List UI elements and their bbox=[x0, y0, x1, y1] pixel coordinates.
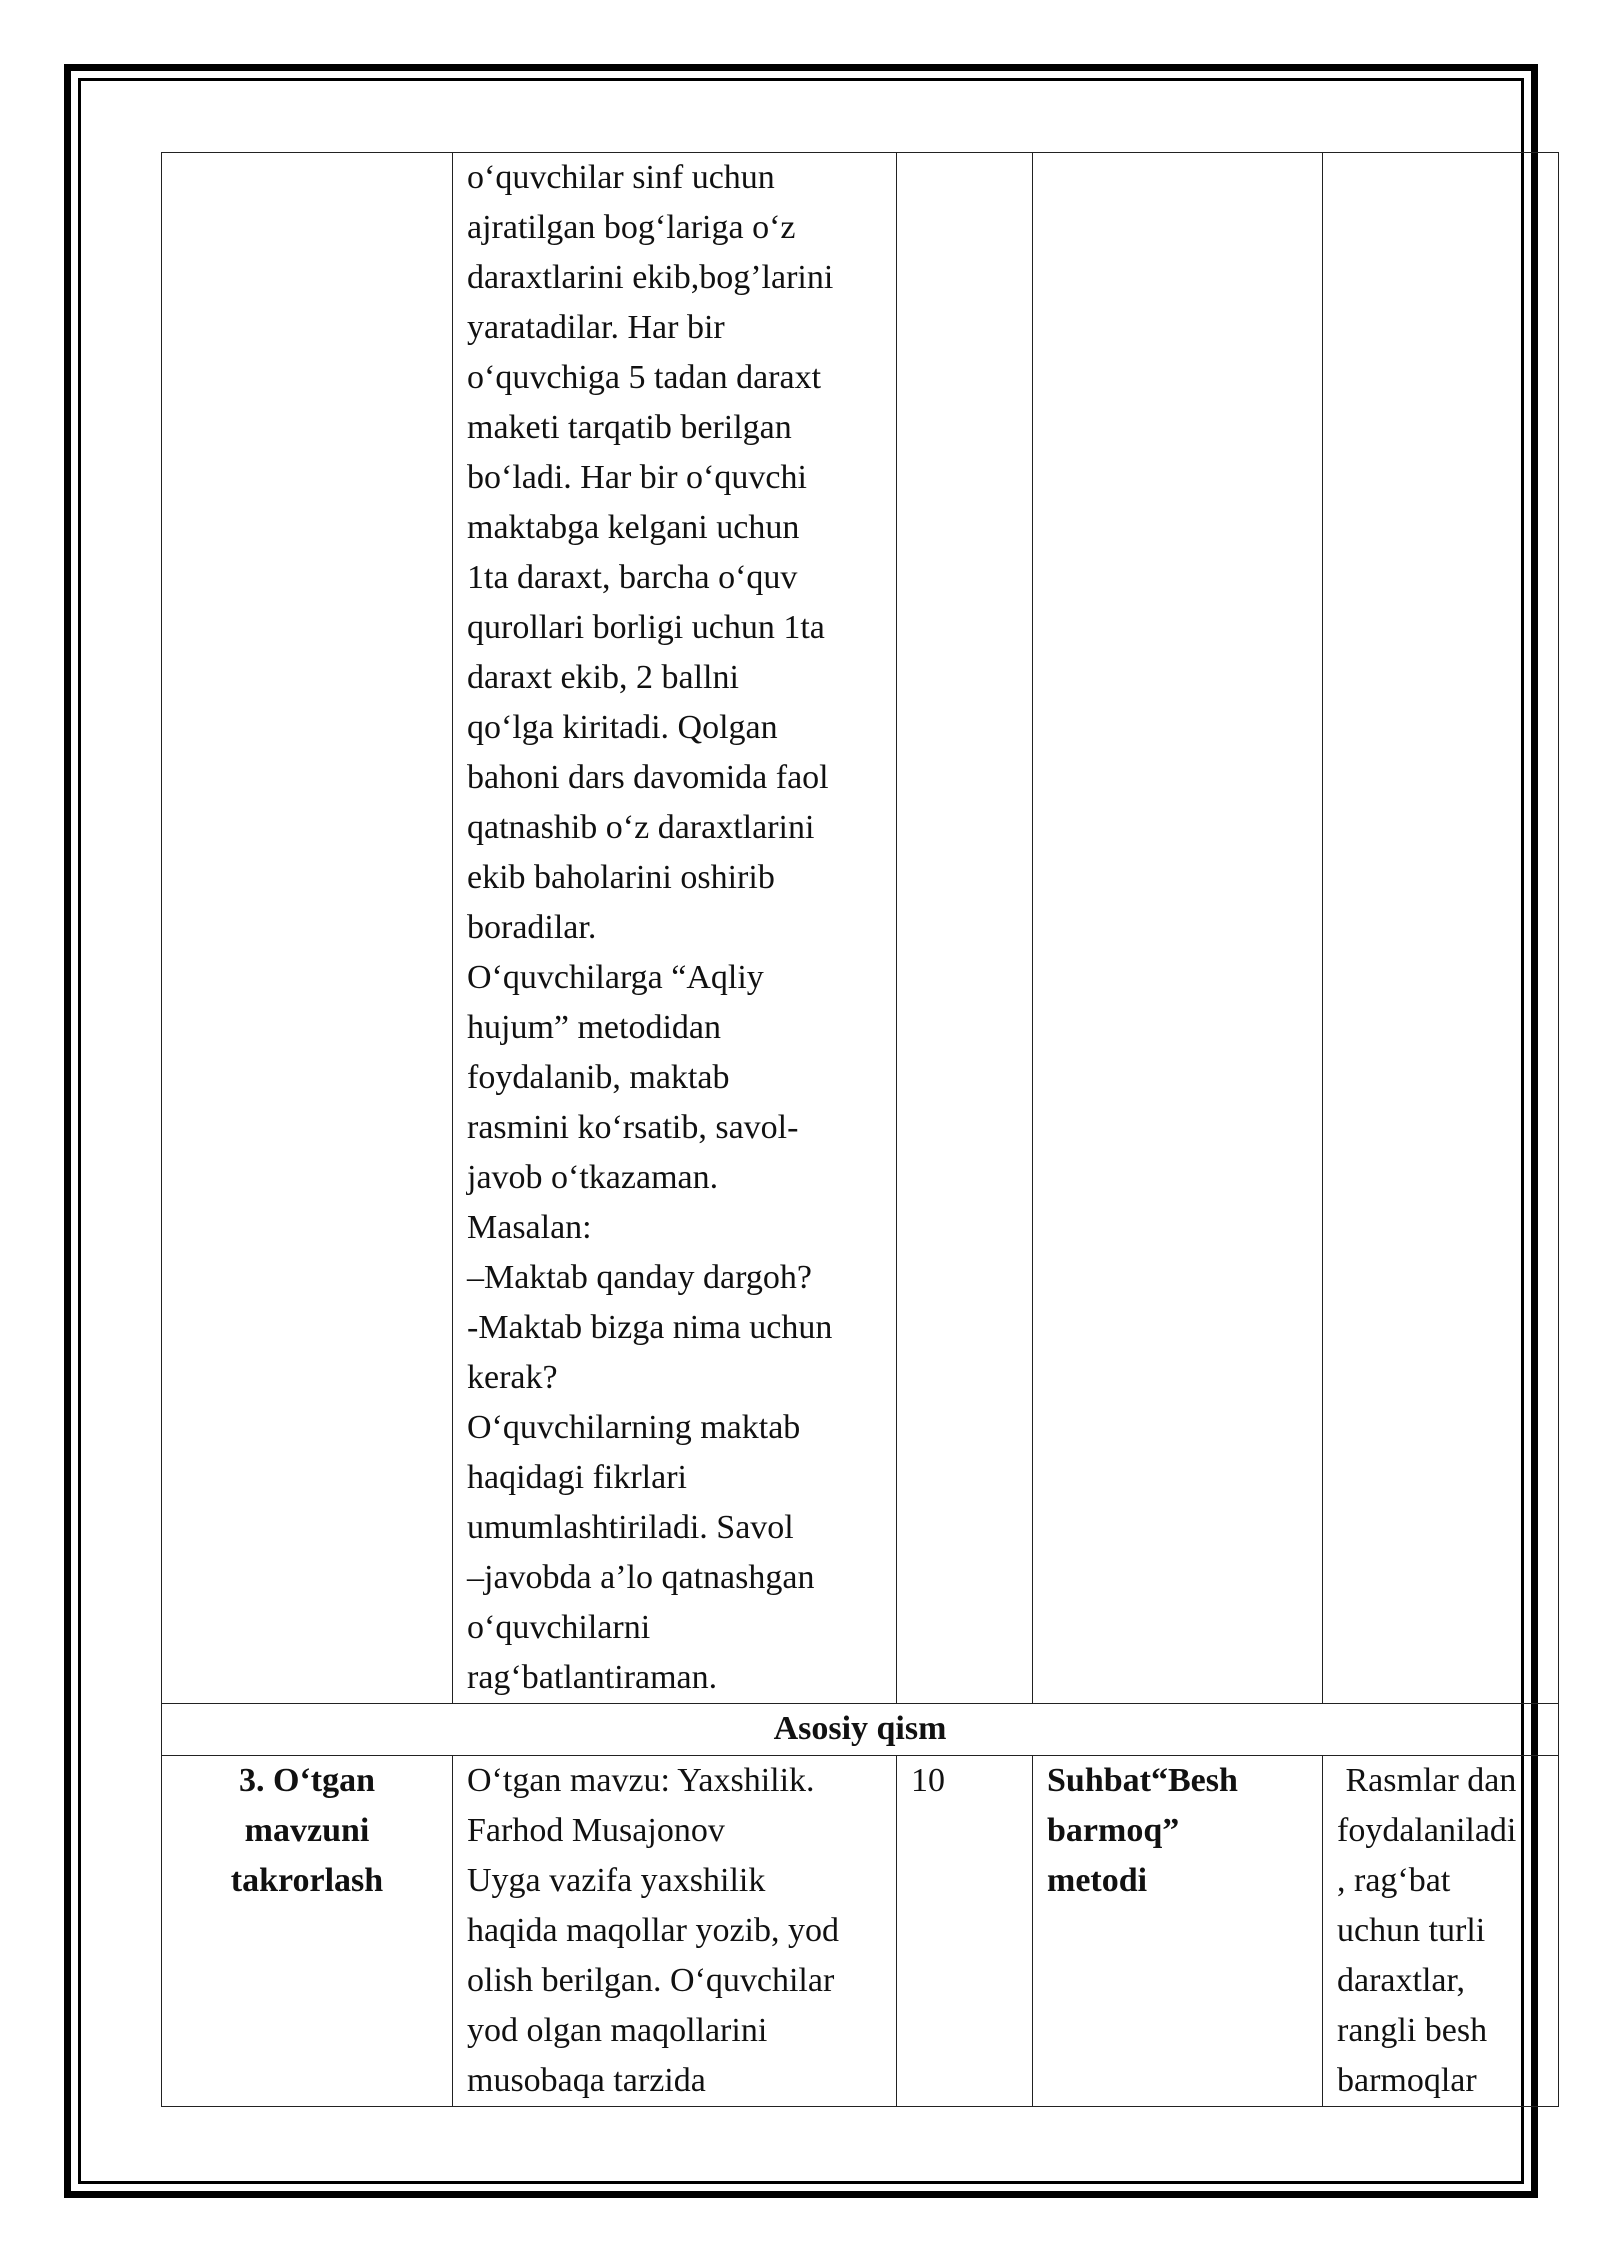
stage-activity-cell: O‘tgan mavzu: Yaxshilik. Farhod Musajonov Uyga vazifa yaxshilik haqida maqollar yozib, yod olish berilgan. O‘quvchilar yod olgan maqollarini musobaqa tarzida bbox=[453, 1756, 897, 2107]
table-row-section-header bbox=[162, 1704, 1559, 1756]
method-cell-empty bbox=[1033, 153, 1323, 1704]
resources-line: , rag‘bat bbox=[1337, 1862, 1451, 1899]
table-row-continuation bbox=[162, 153, 1559, 1704]
resources-cell-empty bbox=[1323, 153, 1559, 1704]
method-line: metodi bbox=[1047, 1862, 1148, 1899]
resources-line: daraxtlar, bbox=[1337, 1962, 1465, 1999]
resources-cell bbox=[1323, 1756, 1559, 2107]
resources-line: barmoqlar bbox=[1337, 2062, 1477, 2099]
method-cell bbox=[1033, 1756, 1323, 2107]
resources-line: uchun turli bbox=[1337, 1912, 1486, 1949]
time-cell-empty bbox=[897, 153, 1033, 1704]
stage-name-line: takrorlash bbox=[230, 1862, 384, 1899]
section-title: Asosiy qism bbox=[162, 1704, 1559, 1756]
lesson-plan-table bbox=[161, 152, 1559, 2107]
resources-line: Rasmlar dan bbox=[1337, 1762, 1517, 1799]
stage-cell-empty bbox=[162, 153, 453, 1704]
resources-line: rangli besh bbox=[1337, 2012, 1488, 2049]
stage-name-line: mavzuni bbox=[244, 1812, 370, 1849]
method-line: Suhbat“Besh bbox=[1047, 1762, 1238, 1799]
resources-line: foydalaniladi bbox=[1337, 1812, 1517, 1849]
method-line: barmoq” bbox=[1047, 1812, 1180, 1849]
stage-name-line: 3. O‘tgan bbox=[239, 1762, 375, 1799]
time-cell: 10 bbox=[897, 1756, 1033, 2107]
activity-cell: o‘quvchilar sinf uchun ajratilgan bog‘lariga o‘z daraxtlarini ekib,bog’larini yaratadilar. Har bir o‘quvchiga 5 tadan daraxt maketi tarqatib berilgan bo‘ladi. Har bir o‘quvchi maktabga kelgani uchun 1ta daraxt, barcha o‘quv qurollari borligi uchun 1ta daraxt ekib, 2 ballni qo‘lga kiritadi. Qolgan bahoni dars davomida faol qatnashib o‘z daraxtlarini ekib baholarini oshirib boradilar. O‘quvchilarga “Aqliy hujum” metodidan foydalanib, maktab rasmini ko‘rsatib, savol- javob o‘tkazaman. Masalan: –Maktab qanday dargoh? -Maktab bizga nima uchun kerak? O‘quvchilarning maktab haqidagi fikrlari umumlashtiriladi. Savol –javobda a’lo qatnashgan o‘quvchilarni rag‘batlantiraman. bbox=[453, 153, 897, 1704]
table-row-stage bbox=[162, 1756, 1559, 2107]
stage-name-cell bbox=[162, 1756, 453, 2107]
